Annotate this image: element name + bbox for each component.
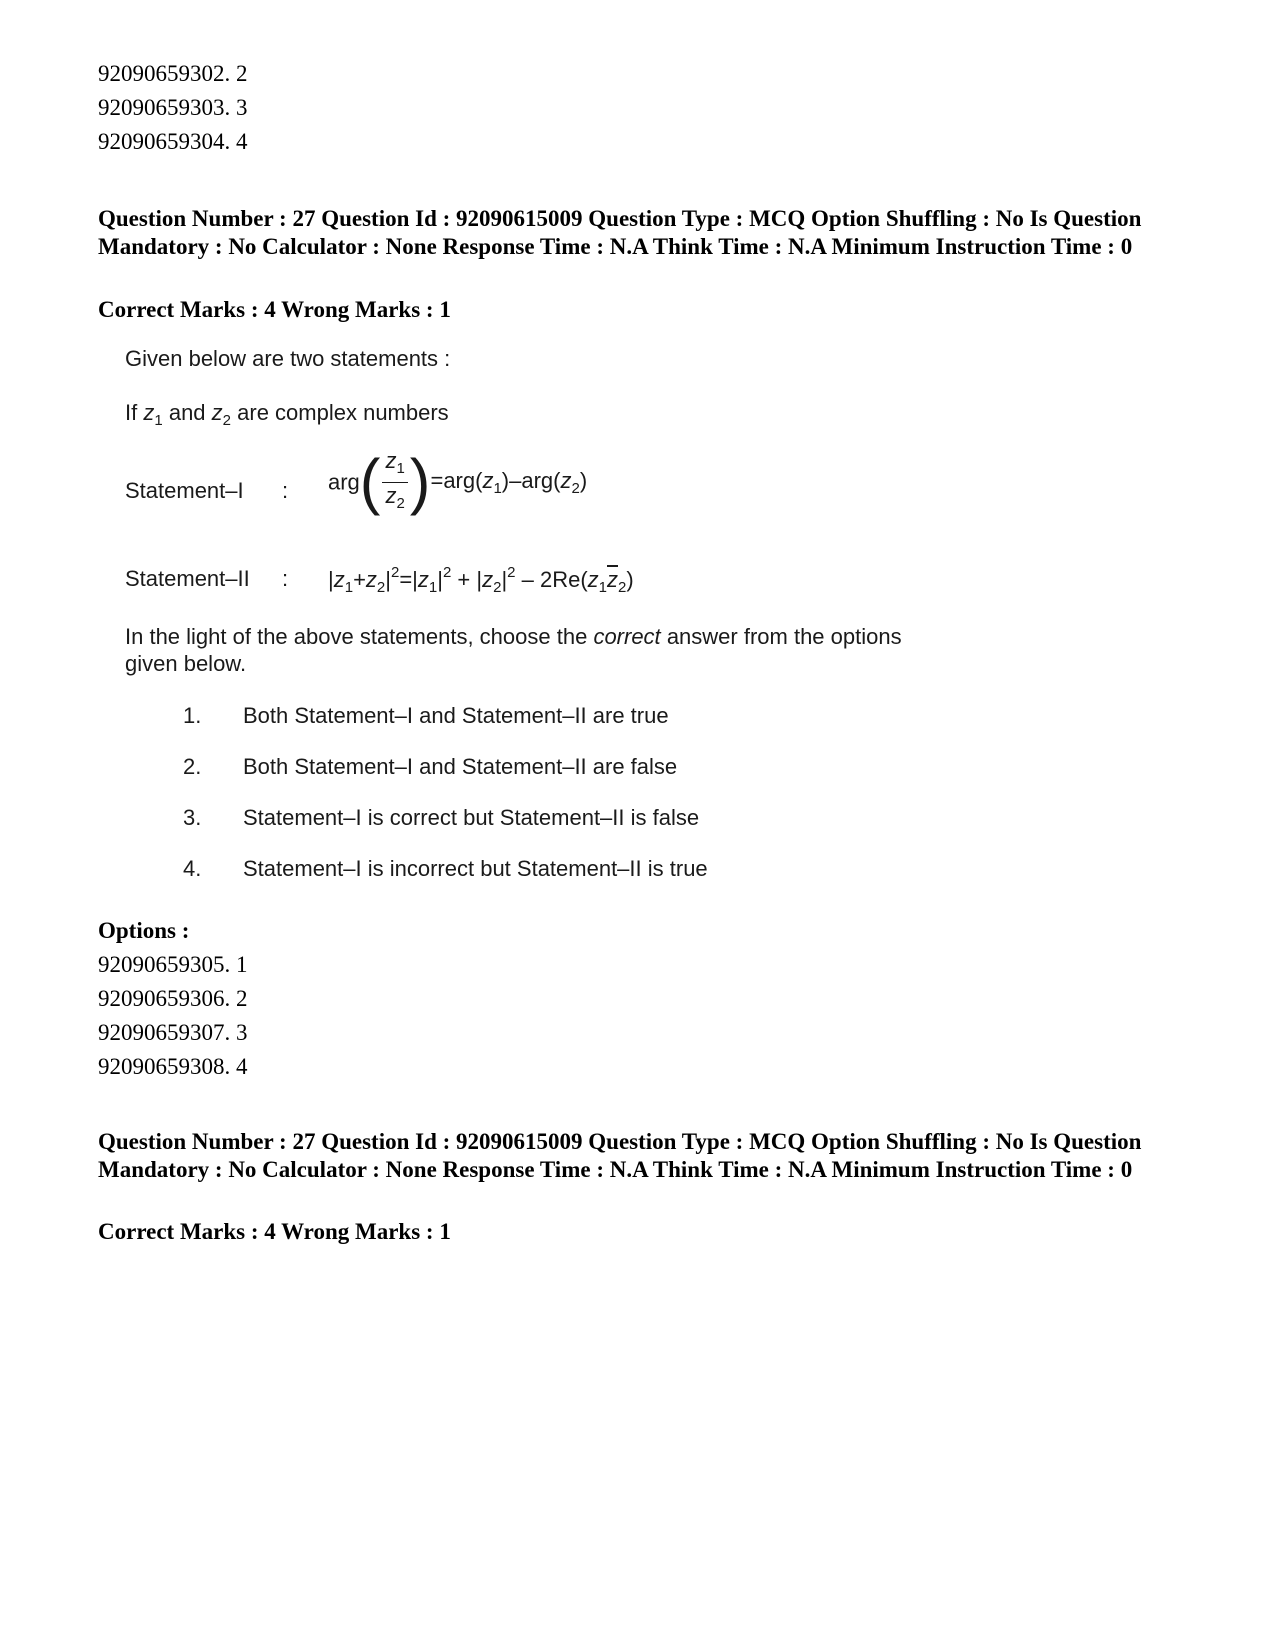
prev-option-2: 92090659303. 3 [98,95,248,120]
instruction-line-1: In the light of the above statements, choose the correct answer from the options [125,624,902,649]
statement-1-colon: : [282,478,289,503]
choice-4-number: 4. [183,856,202,881]
instruction-line-2: given below. [125,651,247,676]
statement-2-colon: : [282,566,289,591]
z2-symbol: $z_2$ [211,400,232,429]
option-2: 92090659306. 2 [98,986,248,1011]
option-3: 92090659307. 3 [98,1020,248,1045]
prev-option-1: 92090659302. 2 [98,61,248,86]
choice-1-text: Both Statement–I and Statement–II are true [243,703,669,728]
if-word: If [125,400,138,425]
choice-3-number: 3. [183,805,202,830]
next-question-marks: Correct Marks : 4 Wrong Marks : 1 [98,1219,451,1244]
are-complex-text: are complex numbers [237,400,449,425]
option-1: 92090659305. 1 [98,952,248,977]
choice-4-text: Statement–I is incorrect but Statement–II is true [243,856,708,881]
complex-numbers-line [125,400,449,429]
choice-2-text: Both Statement–I and Statement–II are false [243,754,678,779]
question-intro: Given below are two statements : [125,346,451,371]
choice-3-text: Statement–I is correct but Statement–II is false [243,805,700,830]
statement-1-formula: arg( $\frac{z_1}{z_2}$ )$=arg(z_1)-arg(z_2)$ [328,447,588,517]
choice-2-number: 2. [183,754,202,779]
option-4: 92090659308. 4 [98,1054,248,1079]
prev-option-3: 92090659304. 4 [98,129,248,154]
z1-symbol: $z_1$ [143,400,163,429]
next-question-header: Question Number : 27 Question Id : 92090615009 Question Type : MCQ Option Shuffling : No Is Question Mandatory : No Calculator : None Response Time : N.A Think Time : N.A Minimum Instruction Time : 0 [98,1129,1142,1182]
options-label: Options : [98,918,190,943]
question-header: Question Number : 27 Question Id : 92090615009 Question Type : MCQ Option Shuffling : No Is Question Mandatory : No Calculator : None Response Time : N.A Think Time : N.A Minimum Instruction Time : 0 [98,206,1142,259]
statement-2-label: Statement–II [125,566,250,591]
and-word: and [168,400,206,425]
statement-2-formula: $|z_1+z_2|^2=|z_1|^2 + |z_2|^2 - 2Re(z_1\overline{z}_2)$ [328,564,634,596]
question-marks: Correct Marks : 4 Wrong Marks : 1 [98,297,451,322]
statement-1-label: Statement–I [125,478,244,503]
choice-1-number: 1. [183,703,202,728]
